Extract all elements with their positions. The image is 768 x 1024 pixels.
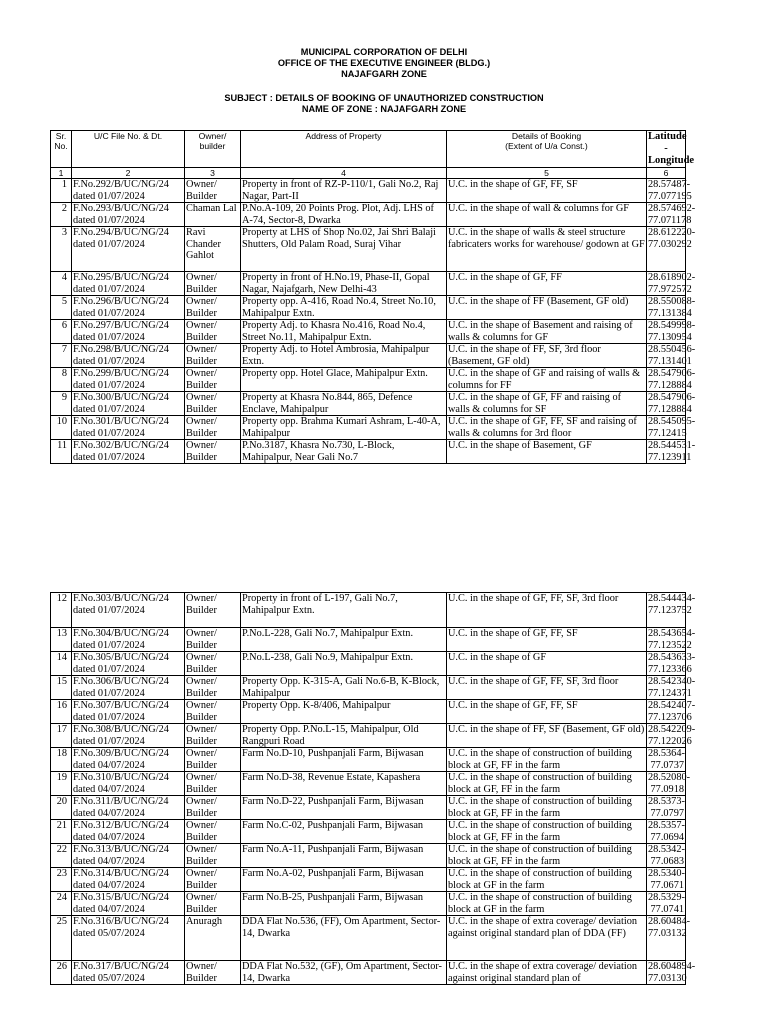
cell-sr-no: 13	[51, 628, 72, 652]
cell-owner: Owner/ Builder	[185, 892, 241, 916]
cell-sr-no: 7	[51, 344, 72, 368]
table-row	[51, 772, 686, 796]
cell-booking-details: U.C. in the shape of construction of building block at GF, FF in the farm	[447, 772, 647, 796]
cell-file-no: F.No.303/B/UC/NG/24 dated 01/07/2024	[72, 593, 185, 628]
cell-address: Farm No.C-02, Pushpanjali Farm, Bijwasan	[241, 820, 447, 844]
cell-address: Property in front of L-197, Gali No.7, Mahipalpur Extn.	[241, 593, 447, 628]
cell-sr-no: 17	[51, 724, 72, 748]
cell-address: Farm No.B-25, Pushpanjali Farm, Bijwasan	[241, 892, 447, 916]
cell-address: Property in front of H.No.19, Phase-II, Gopal Nagar, Najafgarh, New Delhi-43	[241, 272, 447, 296]
cell-address: Property Adj. to Khasra No.416, Road No.4, Street No.11, Mahipalpur Extn.	[241, 320, 447, 344]
subject-line: SUBJECT : DETAILS OF BOOKING OF UNAUTHORIZED CONSTRUCTION	[224, 93, 544, 103]
booking-table-part-2	[50, 592, 696, 985]
office-name: OFFICE OF THE EXECUTIVE ENGINEER (BLDG.)	[277, 58, 491, 68]
cell-owner: Owner/ Builder	[185, 416, 241, 440]
cell-owner: Owner/ Builder	[185, 844, 241, 868]
cell-address: Property in front of RZ-P-110/1, Gali No.2, Raj Nagar, Part-II	[241, 179, 447, 203]
table-row	[51, 593, 686, 628]
table-row	[51, 344, 686, 368]
column-number: 4	[241, 168, 447, 179]
cell-booking-details: U.C. in the shape of construction of building block at GF, FF in the farm	[447, 844, 647, 868]
cell-file-no: F.No.297/B/UC/NG/24 dated 01/07/2024	[72, 320, 185, 344]
cell-owner: Owner/ Builder	[185, 392, 241, 416]
cell-address: DDA Flat No.532, (GF), Om Apartment, Sector-14, Dwarka	[241, 961, 447, 985]
cell-file-no: F.No.292/B/UC/NG/24 dated 01/07/2024	[72, 179, 185, 203]
table-row	[51, 724, 686, 748]
cell-address: Property Opp. K-8/406, Mahipalpur	[241, 700, 447, 724]
cell-file-no: F.No.296/B/UC/NG/24 dated 01/07/2024	[72, 296, 185, 320]
column-number: 2	[72, 168, 185, 179]
col-header-latlong: Latitude - Longitude	[648, 131, 695, 166]
col-header-booking-title: Details of Booking	[511, 131, 582, 141]
cell-booking-details: U.C. in the shape of construction of building block at GF in the farm	[447, 868, 647, 892]
cell-sr-no: 12	[51, 593, 72, 628]
cell-lat-long: 28.52080- 77.0918	[648, 772, 691, 795]
table-row	[51, 320, 686, 344]
table-row	[51, 868, 686, 892]
cell-owner: Owner/ Builder	[185, 272, 241, 296]
cell-file-no: F.No.314/B/UC/NG/24 dated 04/07/2024	[72, 868, 185, 892]
cell-lat-long: 28.542340- 77.124371	[648, 676, 696, 699]
cell-sr-no: 2	[51, 203, 72, 227]
table-row	[51, 892, 686, 916]
cell-lat-long: 28.547906- 77.128884	[648, 368, 696, 391]
cell-booking-details: U.C. in the shape of Basement and raising of walls & columns for GF	[447, 320, 647, 344]
cell-lat-long: 28.5357- 77.0694	[648, 820, 685, 843]
cell-lat-long: 28.5342- 77.0683	[648, 844, 685, 867]
cell-booking-details: U.C. in the shape of GF, FF, SF	[447, 179, 647, 203]
cell-booking-details: U.C. in the shape of GF and raising of walls & columns for FF	[447, 368, 647, 392]
cell-file-no: F.No.304/B/UC/NG/24 dated 01/07/2024	[72, 628, 185, 652]
cell-file-no: F.No.311/B/UC/NG/24 dated 04/07/2024	[72, 796, 185, 820]
cell-file-no: F.No.313/B/UC/NG/24 dated 04/07/2024	[72, 844, 185, 868]
table-row	[51, 227, 686, 272]
cell-sr-no: 25	[51, 916, 72, 961]
cell-sr-no: 15	[51, 676, 72, 700]
cell-booking-details: U.C. in the shape of GF, FF and raising of walls & columns for SF	[447, 392, 647, 416]
zone-name-line: NAME OF ZONE : NAJAFGARH ZONE	[301, 104, 467, 114]
cell-owner: Owner/ Builder	[185, 296, 241, 320]
cell-lat-long: 28.549998- 77.130954	[648, 320, 696, 343]
cell-booking-details: U.C. in the shape of GF, FF, SF, 3rd floor	[447, 593, 647, 628]
cell-lat-long: 28.543654- 77.123522	[648, 628, 696, 651]
cell-sr-no: 22	[51, 844, 72, 868]
cell-booking-details: U.C. in the shape of construction of building block at GF, FF in the farm	[447, 820, 647, 844]
cell-owner: Owner/ Builder	[185, 820, 241, 844]
cell-lat-long: 28.547906- 77.128884	[648, 392, 696, 415]
cell-booking-details: U.C. in the shape of GF	[447, 652, 647, 676]
cell-sr-no: 8	[51, 368, 72, 392]
cell-address: Farm No.A-02, Pushpanjali Farm, Bijwasan	[241, 868, 447, 892]
cell-owner: Owner/ Builder	[185, 868, 241, 892]
cell-owner: Chaman Lal	[185, 203, 241, 227]
cell-owner: Owner/ Builder	[185, 344, 241, 368]
cell-file-no: F.No.315/B/UC/NG/24 dated 04/07/2024	[72, 892, 185, 916]
cell-address: Farm No.D-38, Revenue Estate, Kapashera	[241, 772, 447, 796]
col-header-file: U/C File No. & Dt.	[72, 131, 185, 168]
cell-sr-no: 5	[51, 296, 72, 320]
zone-heading: NAJAFGARH ZONE	[341, 69, 427, 79]
cell-lat-long: 28.5364- 77.0737	[648, 748, 685, 771]
cell-sr-no: 1	[51, 179, 72, 203]
cell-file-no: F.No.307/B/UC/NG/24 dated 01/07/2024	[72, 700, 185, 724]
cell-file-no: F.No.306/B/UC/NG/24 dated 01/07/2024	[72, 676, 185, 700]
cell-address: Property at Khasra No.844, 865, Defence Enclave, Mahipalpur	[241, 392, 447, 416]
cell-booking-details: U.C. in the shape of FF (Basement, GF old)	[447, 296, 647, 320]
cell-sr-no: 26	[51, 961, 72, 985]
cell-address: Property Adj. to Hotel Ambrosia, Mahipalpur Extn.	[241, 344, 447, 368]
column-number: 1	[51, 168, 72, 179]
cell-owner: Owner/ Builder	[185, 748, 241, 772]
cell-lat-long: 28.612220- 77.030292	[647, 227, 686, 272]
cell-booking-details: U.C. in the shape of extra coverage/ deviation against original standard plan of DDA (FF)	[447, 916, 647, 961]
cell-address: DDA Flat No.536, (FF), Om Apartment, Sector-14, Dwarka	[241, 916, 447, 961]
booking-table-part-1	[50, 130, 696, 464]
cell-file-no: F.No.301/B/UC/NG/24 dated 01/07/2024	[72, 416, 185, 440]
cell-lat-long: 28.618902- 77.972572	[648, 272, 696, 295]
cell-booking-details: U.C. in the shape of GF, FF, SF and raising of walls & columns for 3rd floor	[447, 416, 647, 440]
cell-address: P.No.L-228, Gali No.7, Mahipalpur Extn.	[241, 628, 447, 652]
table-row	[51, 748, 686, 772]
cell-file-no: F.No.309/B/UC/NG/24 dated 04/07/2024	[72, 748, 185, 772]
cell-booking-details: U.C. in the shape of GF, FF	[447, 272, 647, 296]
col-header-owner: Owner/ builder	[185, 131, 241, 168]
cell-sr-no: 16	[51, 700, 72, 724]
cell-booking-details: U.C. in the shape of construction of building block at GF in the farm	[447, 892, 647, 916]
table-row	[51, 296, 686, 320]
cell-booking-details: U.C. in the shape of FF, SF, 3rd floor (Basement, GF old)	[447, 344, 647, 368]
cell-booking-details: U.C. in the shape of extra coverage/ deviation against original standard plan of	[447, 961, 647, 985]
cell-booking-details: U.C. in the shape of GF, FF, SF, 3rd floor	[447, 676, 647, 700]
col-header-booking	[447, 131, 647, 168]
cell-lat-long: 28.550088- 77.131384	[648, 296, 696, 319]
table-row	[51, 272, 686, 296]
cell-owner: Owner/ Builder	[185, 961, 241, 985]
table-row	[51, 179, 686, 203]
cell-owner: Owner/ Builder	[185, 593, 241, 628]
cell-address: Property at LHS of Shop No.02, Jai Shri Balaji Shutters, Old Palam Road, Suraj Vihar	[241, 227, 447, 272]
cell-file-no: F.No.305/B/UC/NG/24 dated 01/07/2024	[72, 652, 185, 676]
org-name: MUNICIPAL CORPORATION OF DELHI	[300, 47, 468, 57]
cell-address: Farm No.A-11, Pushpanjali Farm, Bijwasan	[241, 844, 447, 868]
cell-file-no: F.No.312/B/UC/NG/24 dated 04/07/2024	[72, 820, 185, 844]
col-header-sr: Sr. No.	[51, 131, 72, 168]
cell-file-no: F.No.317/B/UC/NG/24 dated 05/07/2024	[72, 961, 185, 985]
table-row	[51, 844, 686, 868]
table-row	[51, 416, 686, 440]
cell-booking-details: U.C. in the shape of FF, SF (Basement, GF old)	[447, 724, 647, 748]
cell-lat-long: 28.542209- 77.122026	[648, 724, 696, 747]
column-number: 5	[447, 168, 647, 179]
cell-lat-long: 28.5329- 77.0741	[648, 892, 685, 915]
cell-lat-long: 28.57487- 77.077195	[648, 179, 692, 202]
cell-file-no: F.No.294/B/UC/NG/24 dated 01/07/2024	[72, 227, 185, 272]
cell-lat-long: 28.543633- 77.123366	[648, 652, 696, 675]
cell-owner: Owner/ Builder	[185, 652, 241, 676]
cell-lat-long: 28.574692- 77.071178	[648, 203, 696, 226]
cell-lat-long: 28.5340- 77.0671	[648, 868, 685, 891]
cell-address: P.No.L-238, Gali No.9, Mahipalpur Extn.	[241, 652, 447, 676]
cell-sr-no: 4	[51, 272, 72, 296]
cell-owner: Owner/ Builder	[185, 724, 241, 748]
cell-sr-no: 18	[51, 748, 72, 772]
cell-file-no: F.No.316/B/UC/NG/24 dated 05/07/2024	[72, 916, 185, 961]
cell-file-no: F.No.302/B/UC/NG/24 dated 01/07/2024	[72, 440, 185, 464]
cell-owner: Ravi Chander Gahlot	[185, 227, 241, 272]
table-row	[51, 700, 686, 724]
table-row	[51, 440, 686, 464]
cell-sr-no: 19	[51, 772, 72, 796]
cell-sr-no: 20	[51, 796, 72, 820]
cell-address: Property Opp. P.No.L-15, Mahipalpur, Old Rangpuri Road	[241, 724, 447, 748]
cell-file-no: F.No.308/B/UC/NG/24 dated 01/07/2024	[72, 724, 185, 748]
cell-sr-no: 23	[51, 868, 72, 892]
cell-sr-no: 3	[51, 227, 72, 272]
cell-lat-long: 28.604894- 77.03130	[648, 961, 696, 984]
cell-owner: Anuragh	[185, 916, 241, 961]
table-row	[51, 652, 686, 676]
cell-lat-long: 28.544434- 77.123752	[647, 593, 686, 628]
cell-lat-long: 28.545095- 77.12415	[648, 416, 696, 439]
table-header-row	[51, 131, 686, 168]
table-row	[51, 961, 686, 985]
cell-booking-details: U.C. in the shape of construction of building block at GF, FF in the farm	[447, 796, 647, 820]
cell-sr-no: 11	[51, 440, 72, 464]
cell-booking-details: U.C. in the shape of GF, FF, SF	[447, 700, 647, 724]
cell-owner: Owner/ Builder	[185, 440, 241, 464]
cell-file-no: F.No.299/B/UC/NG/24 dated 01/07/2024	[72, 368, 185, 392]
cell-sr-no: 14	[51, 652, 72, 676]
cell-address: Farm No.D-10, Pushpanjali Farm, Bijwasan	[241, 748, 447, 772]
cell-booking-details: U.C. in the shape of Basement, GF	[447, 440, 647, 464]
column-number-row	[51, 168, 686, 179]
cell-lat-long: 28.5373- 77.0797	[648, 796, 685, 819]
column-number: 3	[185, 168, 241, 179]
col-header-address: Address of Property	[241, 131, 447, 168]
cell-owner: Owner/ Builder	[185, 676, 241, 700]
cell-owner: Owner/ Builder	[185, 628, 241, 652]
cell-address: Property opp. Hotel Glace, Mahipalpur Extn.	[241, 368, 447, 392]
column-number: 6	[647, 168, 686, 179]
cell-owner: Owner/ Builder	[185, 179, 241, 203]
table-row	[51, 676, 686, 700]
cell-owner: Owner/ Builder	[185, 368, 241, 392]
cell-booking-details: U.C. in the shape of walls & steel structure fabricaters works for warehouse/ godown at GF	[447, 227, 647, 272]
table-row	[51, 628, 686, 652]
cell-address: P.No.3187, Khasra No.730, L-Block, Mahipalpur, Near Gali No.7	[241, 440, 447, 464]
document-header	[0, 47, 768, 115]
cell-lat-long: 28.60484- 77.03132	[647, 916, 686, 961]
cell-file-no: F.No.310/B/UC/NG/24 dated 04/07/2024	[72, 772, 185, 796]
cell-address: Farm No.D-22, Pushpanjali Farm, Bijwasan	[241, 796, 447, 820]
cell-address: Property Opp. K-315-A, Gali No.6-B, K-Block, Mahipalpur	[241, 676, 447, 700]
cell-owner: Owner/ Builder	[185, 796, 241, 820]
table-row	[51, 368, 686, 392]
cell-address: P.No.A-109, 20 Points Prog. Plot, Adj. LHS of A-74, Sector-8, Dwarka	[241, 203, 447, 227]
cell-lat-long: 28.544531- 77.123911	[648, 440, 696, 463]
cell-file-no: F.No.293/B/UC/NG/24 dated 01/07/2024	[72, 203, 185, 227]
cell-booking-details: U.C. in the shape of construction of building block at GF, FF in the farm	[447, 748, 647, 772]
cell-booking-details: U.C. in the shape of wall & columns for GF	[447, 203, 647, 227]
table-row	[51, 392, 686, 416]
cell-file-no: F.No.300/B/UC/NG/24 dated 01/07/2024	[72, 392, 185, 416]
cell-lat-long: 28.550456- 77.131401	[648, 344, 696, 367]
cell-sr-no: 21	[51, 820, 72, 844]
cell-address: Property opp. A-416, Road No.4, Street No.10, Mahipalpur Extn.	[241, 296, 447, 320]
table-row	[51, 203, 686, 227]
cell-sr-no: 10	[51, 416, 72, 440]
cell-owner: Owner/ Builder	[185, 772, 241, 796]
cell-file-no: F.No.295/B/UC/NG/24 dated 01/07/2024	[72, 272, 185, 296]
cell-owner: Owner/ Builder	[185, 320, 241, 344]
col-header-booking-subtitle: (Extent of U/a Const.)	[505, 141, 588, 151]
cell-sr-no: 6	[51, 320, 72, 344]
cell-booking-details: U.C. in the shape of GF, FF, SF	[447, 628, 647, 652]
table-row	[51, 820, 686, 844]
cell-lat-long: 28.542407- 77.123706	[648, 700, 696, 723]
cell-sr-no: 9	[51, 392, 72, 416]
table-row	[51, 916, 686, 961]
cell-owner: Owner/ Builder	[185, 700, 241, 724]
cell-address: Property opp. Brahma Kumari Ashram, L-40-A, Mahipalpur	[241, 416, 447, 440]
cell-file-no: F.No.298/B/UC/NG/24 dated 01/07/2024	[72, 344, 185, 368]
table-row	[51, 796, 686, 820]
cell-sr-no: 24	[51, 892, 72, 916]
